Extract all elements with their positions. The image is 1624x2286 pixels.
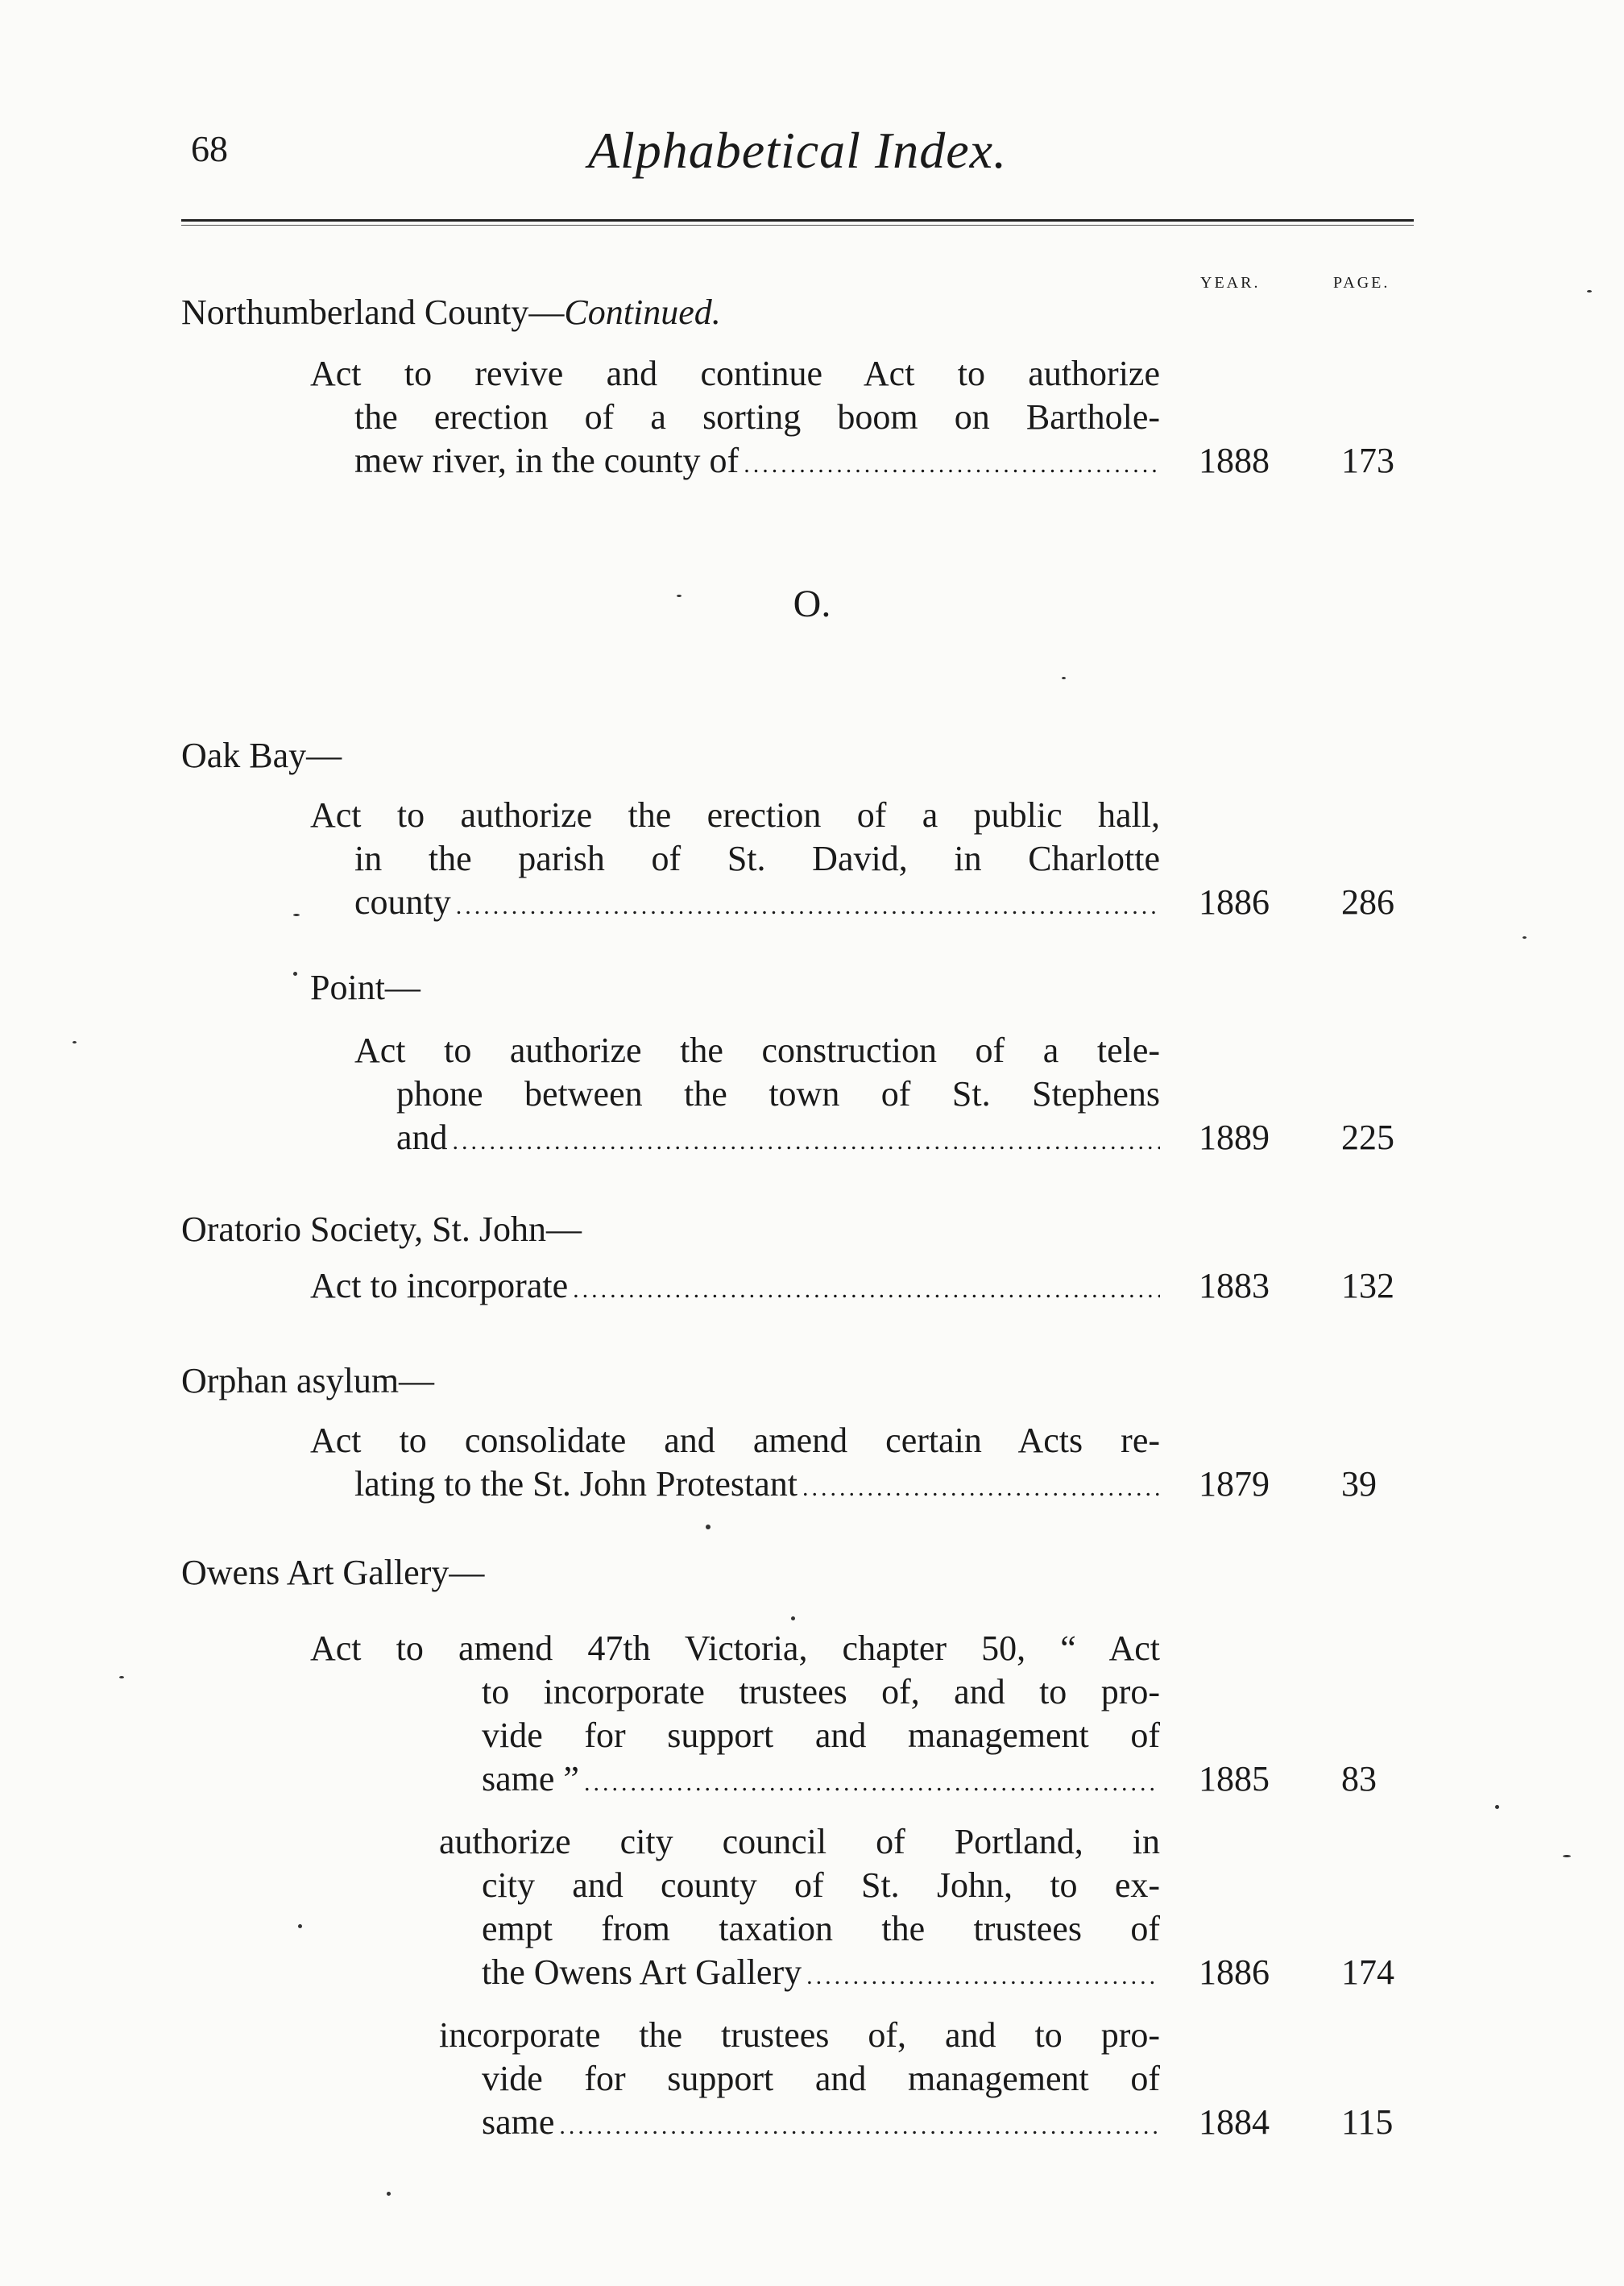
entry-year: 1884 [1199,2102,1270,2142]
entry-line: empt from taxation the trustees of [482,1909,1160,1948]
entry-page: 286 [1341,882,1394,922]
entry-line: phone between the town of St. Stephens [396,1074,1160,1114]
heading-continued: Continued. [564,292,721,332]
entry-line: Act to incorporate [310,1266,569,1305]
entry-line: the Owens Art Gallery [482,1952,802,1992]
entry-line: vide for support and management of [482,2059,1160,2098]
entry-line-leader [482,1758,1160,1799]
entry-heading-oratorio: Oratorio Society, St. John— [181,1209,582,1249]
entry-year: 1888 [1199,441,1270,480]
running-head [181,121,1414,185]
entry-line-leader [396,1117,1160,1158]
entry-heading-northumberland [181,292,721,333]
scan-speck [1495,1805,1499,1809]
entry-line-leader [482,2101,1160,2143]
entry-year: 1885 [1199,1759,1270,1799]
entry-line: the erection of a sorting boom on Barthole- [354,397,1160,437]
dot-leader [573,1276,1160,1304]
dot-leader [584,1769,1160,1797]
entry-line: Act to authorize the erection of a public hall, [310,795,1160,835]
entry-line: Act to authorize the construction of a tele- [354,1031,1160,1070]
entry-year: 1889 [1199,1118,1270,1157]
entry-line-leader [310,1265,1160,1306]
dot-leader [559,2113,1160,2140]
entry-page: 132 [1341,1266,1394,1305]
page-number: 68 [191,128,228,169]
entry-line: and [396,1118,448,1157]
header-rule-thin [181,225,1414,226]
entry-page: 39 [1341,1464,1377,1504]
entry-year: 1879 [1199,1464,1270,1504]
dot-leader [806,1963,1160,1990]
scan-speck [791,1616,795,1620]
entry-line: lating to the St. John Protestant [354,1464,798,1504]
scan-speck [1062,677,1066,679]
entry-page: 174 [1341,1952,1394,1992]
scan-speck [1522,936,1527,939]
entry-line: Act to amend 47th Victoria, chapter 50, “ Act [310,1628,1160,1668]
entry-subheading-point: Point— [310,968,420,1007]
dot-leader [744,451,1160,479]
entry-line: to incorporate trustees of, and to pro- [482,1672,1160,1711]
entry-page: 173 [1341,441,1394,480]
column-heading-page: PAGE. [1333,274,1390,292]
scan-speck [298,1924,302,1928]
entry-heading-orphan-asylum: Orphan asylum— [181,1361,435,1400]
entry-line-leader [354,1463,1160,1504]
scan-speck [387,2192,391,2196]
entry-line: incorporate the trustees of, and to pro- [439,2015,1160,2055]
entry-heading-oak-bay: Oak Bay— [181,736,342,775]
scan-speck [293,972,297,976]
column-heading-year: YEAR. [1200,274,1261,292]
entry-page: 115 [1341,2102,1394,2142]
entry-year: 1883 [1199,1266,1270,1305]
entry-line: same ” [482,1759,579,1799]
dot-leader [456,893,1160,920]
entry-line: vide for support and management of [482,1716,1160,1755]
entry-line: county [354,882,451,922]
dot-leader [802,1475,1160,1502]
dot-leader [453,1128,1160,1155]
entry-line-leader [354,882,1160,923]
entry-line: authorize city council of Portland, in [439,1822,1160,1861]
entry-page: 83 [1341,1759,1377,1799]
scan-speck [1587,290,1592,292]
entry-line-leader [482,1952,1160,1993]
header-rule [181,219,1414,222]
entry-line-leader [354,440,1160,481]
entry-line: in the parish of St. David, in Charlotte [354,839,1160,878]
entry-heading-owens-art-gallery: Owens Art Gallery— [181,1553,485,1592]
scan-speck [677,595,682,597]
entry-line: mew river, in the county of [354,441,740,480]
entry-year: 1886 [1199,882,1270,922]
scan-speck [1563,1855,1571,1857]
entry-year: 1886 [1199,1952,1270,1992]
page-title: Alphabetical Index. [587,122,1008,179]
scan-speck [119,1676,124,1678]
scan-speck [72,1041,77,1043]
entry-page: 225 [1341,1118,1394,1157]
entry-line: Act to consolidate and amend certain Acts re- [310,1421,1160,1460]
heading-text: Northumberland County— [181,292,565,332]
entry-line: Act to revive and continue Act to authorize [310,354,1160,393]
scan-speck [706,1525,710,1529]
entry-line: city and county of St. John, to ex- [482,1865,1160,1905]
entry-line: same [482,2102,555,2142]
scan-speck [293,914,300,916]
section-letter: O. [793,583,831,625]
